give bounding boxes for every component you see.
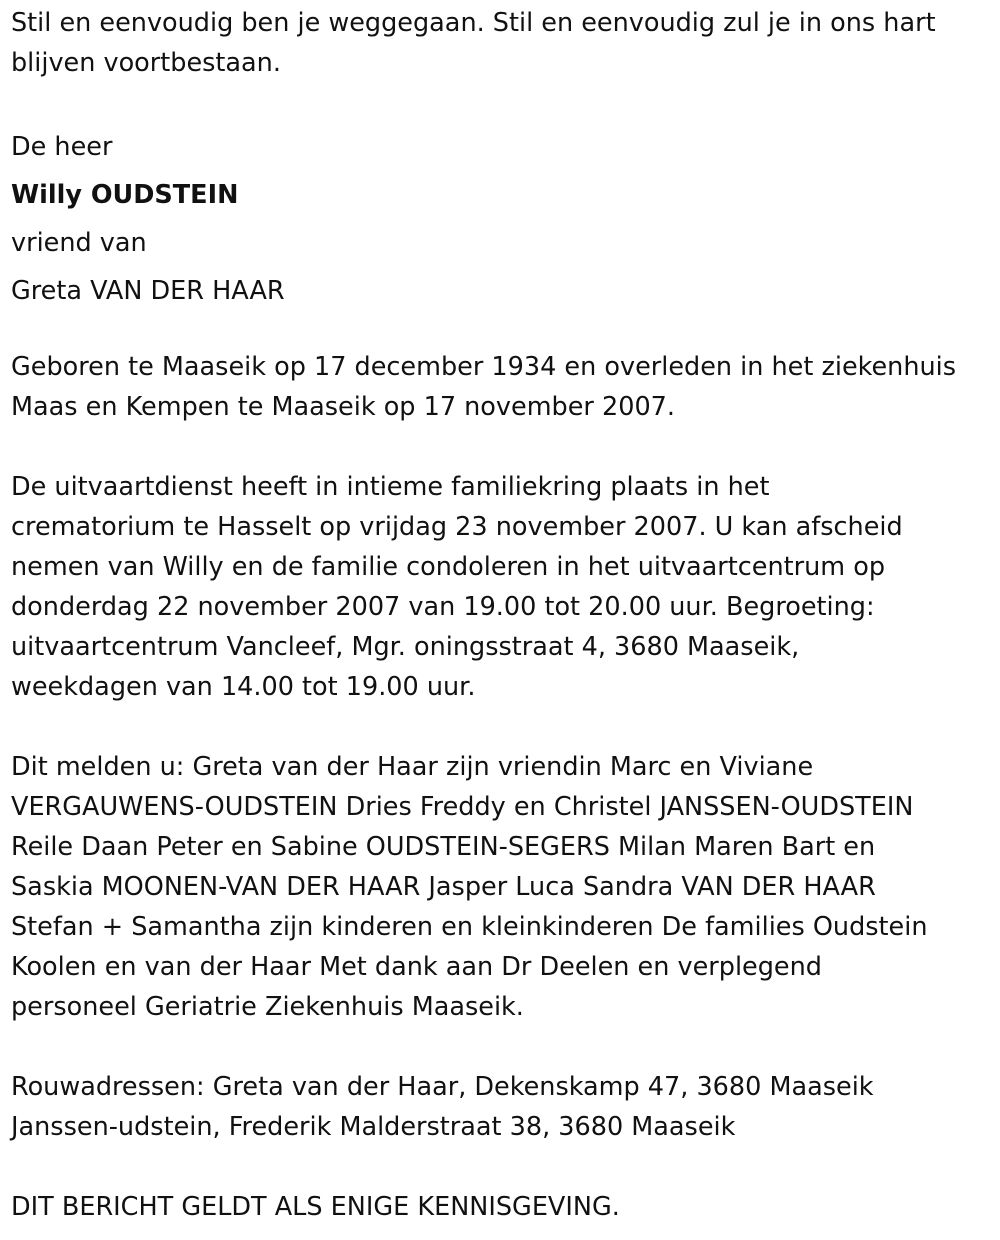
announcers-line: Stefan + Samantha zijn kinderen en kleinkinderen De families Oudstein xyxy=(11,912,928,942)
spacer xyxy=(11,1027,986,1067)
funeral-paragraph xyxy=(11,467,986,707)
announcers-line: Saskia MOONEN-VAN DER HAAR Jasper Luca Sandra VAN DER HAAR xyxy=(11,872,876,902)
address-line-2: Janssen-udstein, Frederik Malderstraat 38, 3680 Maaseik xyxy=(11,1112,736,1142)
birth-death-line-2: Maas en Kempen te Maaseik op 17 november 2007. xyxy=(11,392,675,422)
funeral-line: donderdag 22 november 2007 van 19.00 tot 20.00 uur. Begroeting: xyxy=(11,592,875,622)
announcers-line: Dit melden u: Greta van der Haar zijn vriendin Marc en Viviane xyxy=(11,752,814,782)
intro-quote xyxy=(11,3,986,83)
announcers-line: VERGAUWENS-OUDSTEIN Dries Freddy en Christel JANSSEN-OUDSTEIN xyxy=(11,792,914,822)
addresses-paragraph xyxy=(11,1067,986,1147)
funeral-line: weekdagen van 14.00 tot 19.00 uur. xyxy=(11,672,476,702)
funeral-line: uitvaartcentrum Vancleef, Mgr. oningsstraat 4, 3680 Maaseik, xyxy=(11,632,800,662)
announcers-line: Koolen en van der Haar Met dank aan Dr Deelen en verplegend xyxy=(11,952,822,982)
announcers-paragraph xyxy=(11,747,986,1027)
person-title: De heer xyxy=(11,132,113,162)
announcers-line: personeel Geriatrie Ziekenhuis Maaseik. xyxy=(11,992,524,1022)
person-block xyxy=(11,123,986,315)
obituary-notice xyxy=(11,3,986,1227)
closing-statement: DIT BERICHT GELDT ALS ENIGE KENNISGEVING. xyxy=(11,1192,620,1222)
intro-line-1: Stil en eenvoudig ben je weggegaan. Stil en eenvoudig zul je in ons hart xyxy=(11,8,936,38)
funeral-line: crematorium te Hasselt op vrijdag 23 november 2007. U kan afscheid xyxy=(11,512,903,542)
relation-label: vriend van xyxy=(11,228,147,258)
intro-line-2: blijven voortbestaan. xyxy=(11,48,281,78)
spacer xyxy=(11,1147,986,1187)
birth-death-line-1: Geboren te Maaseik op 17 december 1934 en overleden in het ziekenhuis xyxy=(11,352,957,382)
spacer xyxy=(11,83,986,123)
announcers-line: Reile Daan Peter en Sabine OUDSTEIN-SEGERS Milan Maren Bart en xyxy=(11,832,876,862)
spacer xyxy=(11,315,986,347)
funeral-line: De uitvaartdienst heeft in intieme familiekring plaats in het xyxy=(11,472,770,502)
address-line-1: Rouwadressen: Greta van der Haar, Dekenskamp 47, 3680 Maaseik xyxy=(11,1072,874,1102)
spacer xyxy=(11,707,986,747)
funeral-line: nemen van Willy en de familie condoleren in het uitvaartcentrum op xyxy=(11,552,886,582)
deceased-name: Willy OUDSTEIN xyxy=(11,180,239,210)
spacer xyxy=(11,427,986,467)
partner-name: Greta VAN DER HAAR xyxy=(11,276,285,306)
birth-death-paragraph xyxy=(11,347,986,427)
